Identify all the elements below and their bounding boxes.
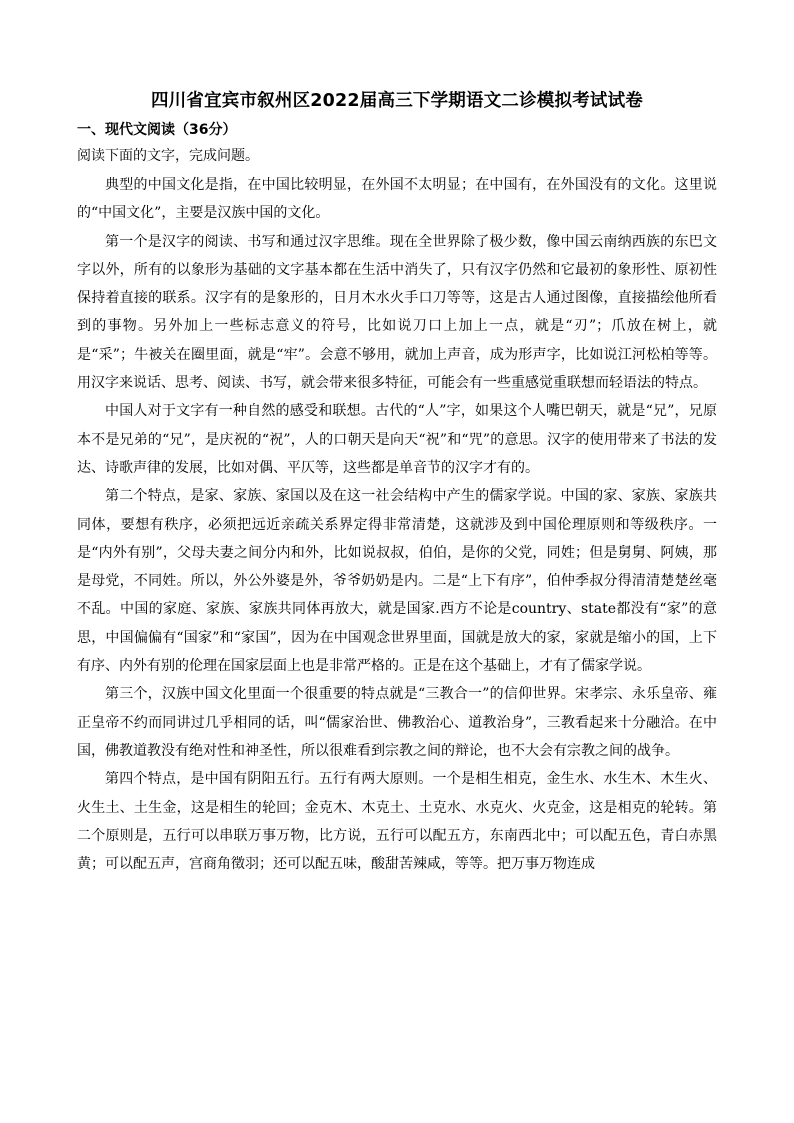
reading-instruction: 阅读下面的文字，完成问题。 (77, 148, 259, 164)
passage-paragraph-4: 第二个特点，是家、家族、家国以及在这一社会结构中产生的儒家学说。中国的家、家族、家族共同体，要想有秩序，必须把远近亲疏关系界定得非常清楚，这就涉及到中国伦理原则和等级秩序。一是“内外有别”，父母夫妻之间分内和外，比如说叔叔，伯伯，是你的父党，同姓；但是舅舅、阿姨，那是母党，不同姓。所以，外公外婆是外，爷爷奶奶是内。二是“上下有序”，伯仲季叔分得清清楚楚丝毫不乱。中国的家庭、家族、家族共同体再放大，就是国家.西方不论是country、state都没有“家”的意思，中国偏偏有“国家”和“家国”，因为在中国观念世界里面，国就是放大的家，家就是缩小的国，上下有序、内外有别的伦理在国家层面上也是非常严格的。正是在这个基础上，才有了儒家学说。 (77, 488, 717, 675)
section-heading: 一、现代文阅读（36分） (77, 122, 237, 138)
passage-paragraph-2: 第一个是汉字的阅读、书写和通过汉字思维。现在全世界除了极少数，像中国云南纳西族的东巴文字以外，所有的以象形为基础的文字基本都在生活中消失了，只有汉字仍然和它最初的象形性、原初性保持着直接的联系。汉字有的是象形的，日月木水火手口刀等等，这是古人通过图像，直接描绘他所看到的事物。另外加上一些标志意义的符号，比如说刀口上加上一点，就是“刃”；爪放在树上，就是“采”；牛被关在圈里面，就是“牢”。会意不够用，就加上声音，成为形声字，比如说江河松柏等等。用汉字来说话、思考、阅读、书写，就会带来很多特征，可能会有一些重感觉重联想而轻语法的特点。 (77, 233, 717, 392)
exam-title: 四川省宜宾市叙州区2022届高三下学期语文二诊模拟考试试卷 (150, 91, 643, 111)
passage-paragraph-5: 第三个，汉族中国文化里面一个很重要的特点就是“三教合一”的信仰世界。宋孝宗、永乐皇帝、雍正皇帝不约而同讲过几乎相同的话，叫“儒家治世、佛教治心、道教治身”，三教看起来十分融洽。在中国，佛教道教没有绝对性和神圣性，所以很难看到宗教之间的辩论，也不大会有宗教之间的战争。 (77, 686, 717, 759)
passage-paragraph-3: 中国人对于文字有一种自然的感受和联想。古代的“人”字，如果这个人嘴巴朝天，就是“兄”，兄原本不是兄弟的“兄”，是庆祝的“祝”，人的口朝天是向天“祝”和“咒”的意思。汉字的使用带来了书法的发达、诗歌声律的发展，比如对偶、平仄等，这些都是单音节的汉字才有的。 (77, 403, 717, 476)
passage-paragraph-6: 第四个特点，是中国有阴阳五行。五行有两大原则。一个是相生相克，金生水、水生木、木生火、火生土、土生金，这是相生的轮回；金克木、木克土、土克水、水克火、火克金，这是相克的轮转。第二个原则是，五行可以串联万事万物，比方说，五行可以配五方，东南西北中；可以配五色，青白赤黑黄；可以配五声，宫商角徵羽；还可以配五味，酸甜苦辣咸，等等。把万事万物连成 (77, 771, 717, 873)
passage-paragraph-1: 典型的中国文化是指，在中国比较明显，在外国不太明显；在中国有，在外国没有的文化。这里说的“中国文化”，主要是汉族中国的文化。 (77, 177, 717, 222)
passage-body (77, 171, 717, 878)
